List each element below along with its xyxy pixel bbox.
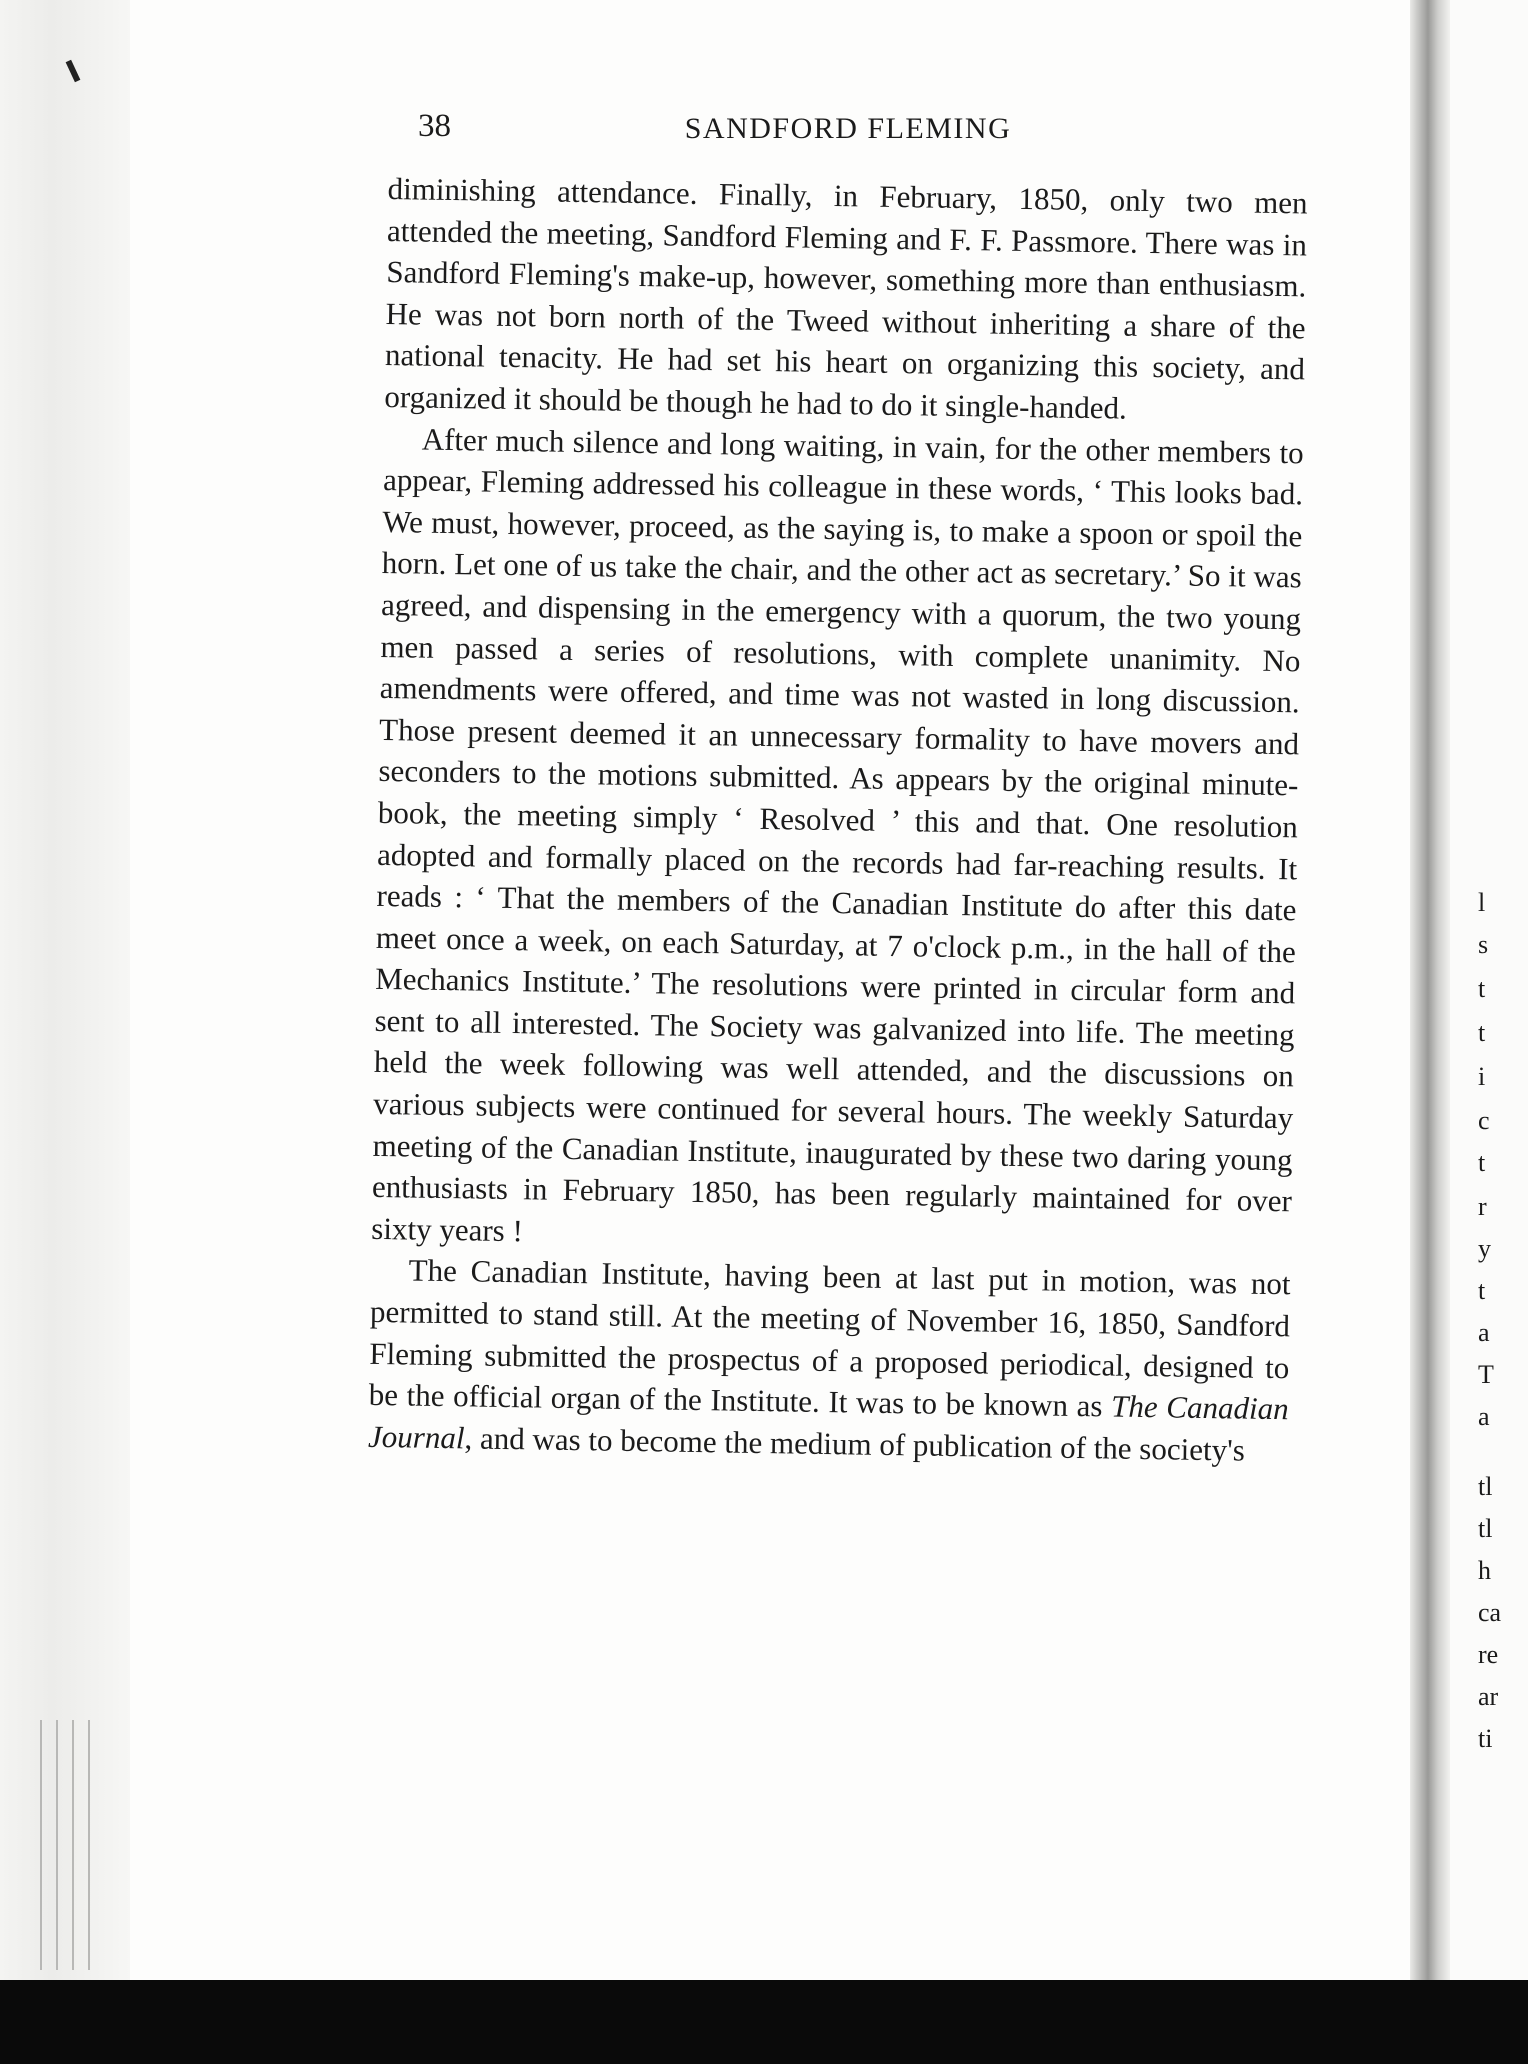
facing-page-fragment: re xyxy=(1478,1640,1499,1669)
paragraph xyxy=(368,1249,1291,1471)
facing-page-fragment: i xyxy=(1478,1062,1486,1091)
margin-mark xyxy=(66,60,81,82)
page-edge-line xyxy=(88,1720,90,1970)
book-gutter xyxy=(1410,0,1450,1980)
facing-page-fragment: t xyxy=(1478,1018,1486,1047)
page-number: 38 xyxy=(418,108,451,144)
facing-page-edge xyxy=(1450,0,1528,1980)
book-edge-left xyxy=(0,0,130,1980)
page-edge-line xyxy=(72,1720,74,1970)
page-header xyxy=(388,108,1308,168)
journal-title: The Canadian Journal xyxy=(367,1388,1289,1456)
page-edge-line xyxy=(40,1720,42,1970)
paragraph-text: The Canadian Institute, having been at last put in motion, was not permitted to stand still. At the meeting of November 16, 1850, Sandford Fleming submitted the prospectus of a proposed periodical, designed to be the official organ of the Institute. It was to be known as xyxy=(368,1252,1291,1424)
facing-page-fragment: ti xyxy=(1478,1724,1493,1753)
facing-page-fragment: r xyxy=(1478,1192,1487,1221)
facing-page-fragment: c xyxy=(1478,1106,1490,1135)
paragraph: diminishing attendance. Finally, in February, 1850, only two men attended the meeting, Sandford Fleming and F. F. Passmore. There was in Sandford Fleming's make-up, however, something more than enthusiasm. He was not born north of the Tweed without inheriting a share of the national tenacity. He had set his heart on organizing this society, and organized it should be though he had to do it single-handed. xyxy=(384,170,1308,426)
facing-page-fragment: tl xyxy=(1478,1514,1493,1543)
body-text xyxy=(368,168,1308,1472)
facing-page-fragment: t xyxy=(1478,1148,1486,1177)
facing-page-fragment: l xyxy=(1478,888,1486,917)
paragraph: After much silence and long waiting, in vain, for the other members to appear, Fleming addressed his colleague in these words, ‘ This looks bad. We must, however, proceed, as the saying is, to make a spoon or spoil the horn. Let one of us take the chair, and the other act as secretary.’ So it was agreed, and dispensing in the emergency with a quorum, the two young men passed a series of resolutions, with complete unanimity. No amendments were offered, and time was not wasted in long discussion. Those present deemed it an unnecessary formality to have movers and seconders to the motions submitted. As appears by the original minute-book, the meeting simply ‘ Resolved ’ this and that. One resolution adopted and formally placed on the records had far-reaching results. It reads : ‘ That the members of the Canadian Institute do after this date meet once a week, on each Saturday, at 7 o'clock p.m., in the hall of the Mechanics Institute.’ The resolutions were printed in circular form and sent to all interested. The Society was galvanized into life. The meeting held the week following was well attended, and the discussions on various subjects were continued for several hours. The weekly Saturday meeting of the Canadian Institute, inaugurated by these two daring young enthusiasts in February 1850, has been regularly maintained for over sixty years ! xyxy=(371,421,1304,1249)
facing-page-fragment: ar xyxy=(1478,1682,1499,1711)
facing-page-fragment: ca xyxy=(1478,1598,1502,1627)
facing-page-fragment: y xyxy=(1478,1234,1491,1263)
facing-page-fragment: tl xyxy=(1478,1472,1493,1501)
facing-page-fragment: a xyxy=(1478,1318,1490,1347)
book-page xyxy=(367,108,1308,1468)
facing-page-fragment: t xyxy=(1478,1276,1486,1305)
facing-page-fragment: T xyxy=(1478,1360,1494,1389)
facing-page-fragment: t xyxy=(1478,974,1486,1003)
running-head: SANDFORD FLEMING xyxy=(684,112,1012,145)
paragraph-text: , and was to become the medium of publication of the society's xyxy=(464,1420,1246,1468)
facing-page-fragment: a xyxy=(1478,1402,1490,1431)
scan-bottom-border xyxy=(0,1980,1528,2064)
facing-page-fragment: h xyxy=(1478,1556,1491,1585)
page-edge-line xyxy=(56,1720,58,1970)
facing-page-fragment: s xyxy=(1478,930,1489,959)
